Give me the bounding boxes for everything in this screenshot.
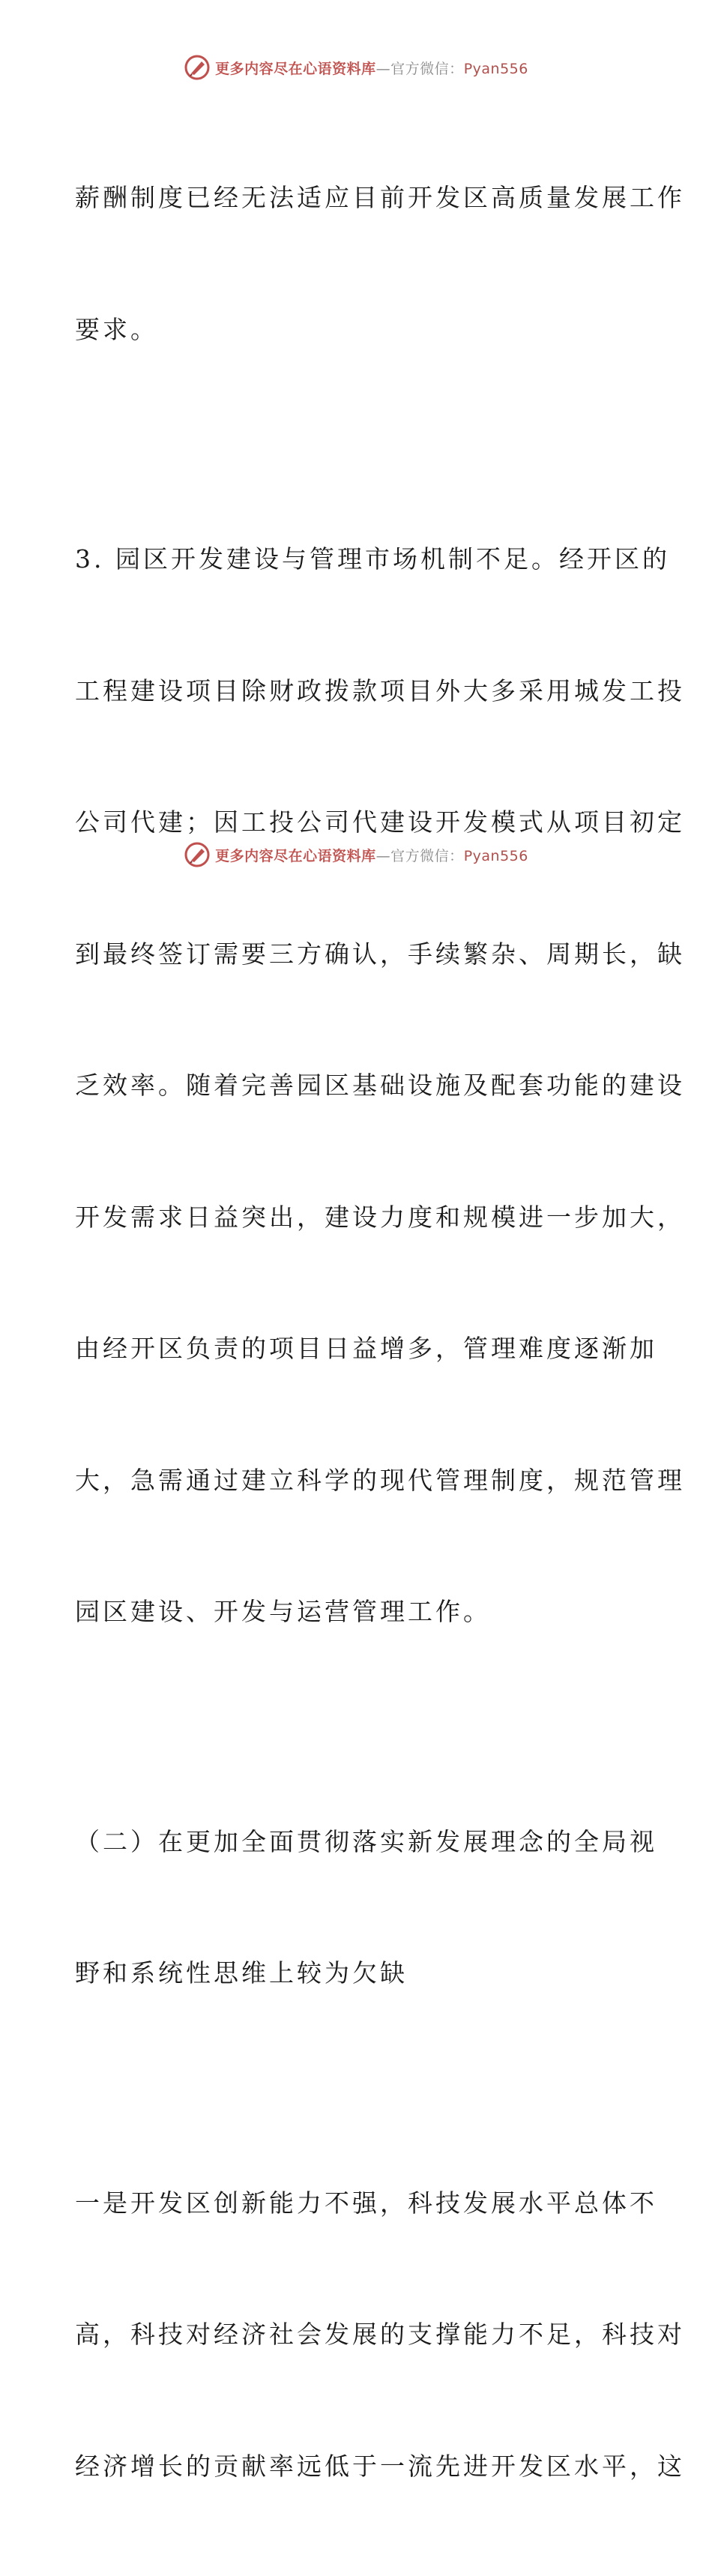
text-line: 到最终签订需要三方确认，手续繁杂、周期长，缺 <box>75 933 645 977</box>
watermark-text: 更多内容尽在心语资料库—官方微信：Pyan556 <box>215 845 528 865</box>
pen-logo-icon <box>184 54 211 81</box>
text-line: 乏效率。随着完善园区基础设施及配套功能的建设 <box>75 1064 645 1108</box>
text-line: 大，急需通过建立科学的现代管理制度，规范管理 <box>75 1459 645 1503</box>
text-line: 高，科技对经济社会发展的支撑能力不足，科技对 <box>75 2313 645 2357</box>
text-line: 由经开区负责的项目日益增多，管理难度逐渐加 <box>75 1327 645 1371</box>
text-line: 一是开发区创新能力不强，科技发展水平总体不 <box>75 2182 645 2226</box>
header-watermark <box>0 52 712 82</box>
document-body <box>75 88 645 2576</box>
text-line: 野和系统性思维上较为欠缺 <box>75 1951 645 1996</box>
text-line: 园区建设、开发与运营管理工作。 <box>75 1590 645 1634</box>
text-line: 经济增长的贡献率远低于一流先进开发区水平，这 <box>75 2445 645 2489</box>
section-heading <box>75 1733 645 2083</box>
paragraph <box>75 2094 645 2576</box>
pen-logo-icon <box>184 841 211 868</box>
footer-watermark <box>0 840 712 870</box>
watermark-text: 更多内容尽在心语资料库—官方微信：Pyan556 <box>215 58 528 78</box>
text-line: 工程建设项目除财政拨款项目外大多采用城发工投 <box>75 669 645 714</box>
paragraph <box>75 450 645 1722</box>
text-line: 开发需求日益突出，建设力度和规模进一步加大， <box>75 1196 645 1240</box>
text-line: 公司代建；因工投公司代建设开发模式从项目初定 <box>75 801 645 845</box>
paragraph <box>75 88 645 439</box>
document-page <box>0 0 712 922</box>
text-line: 要求。 <box>75 308 645 352</box>
text-line: 3. 园区开发建设与管理市场机制不足。经开区的 <box>75 538 645 582</box>
text-line: 薪酬制度已经无法适应目前开发区高质量发展工作 <box>75 176 645 220</box>
text-line: （二）在更加全面贯彻落实新发展理念的全局视 <box>75 1820 645 1865</box>
